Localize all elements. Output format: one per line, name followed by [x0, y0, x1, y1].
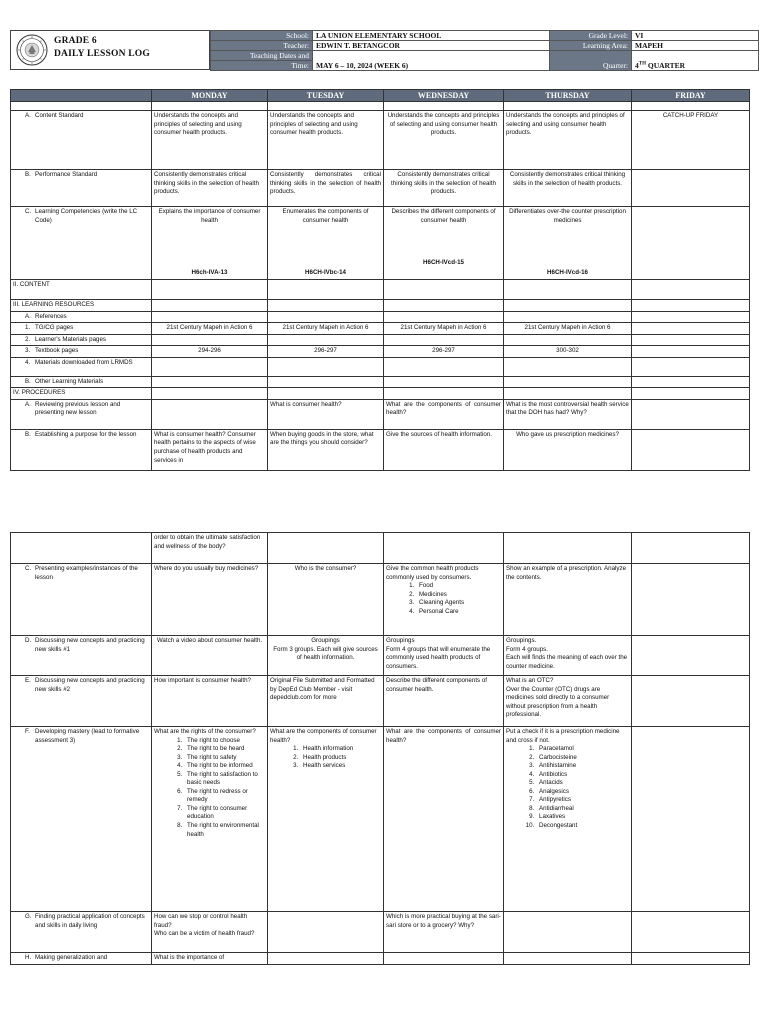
section-procedures: IV. PROCEDURES — [11, 388, 152, 400]
row-label: Discussing new concepts and practicing new skills #1 — [35, 637, 145, 653]
table-row: 3. Textbook pages 294-296 296-297 296-297 300-302 — [11, 346, 750, 358]
table-row — [11, 102, 750, 111]
table-row: D. Discussing new concepts and practicing new skills #1 Watch a video about consumer health. Groupings Form 3 groups. Each will give sources of health information. Groupings Form 4 groups that will enumerate the commonly used health products of consumers. Groupings. Form 4 groups. Each will finds the meaning of each over the counter medicine. — [11, 636, 750, 676]
day-header-thursday: THURSDAY — [504, 90, 632, 102]
row-label: Performance Standard — [35, 171, 98, 179]
row-label: Finding practical application of concepts and skills in daily living — [35, 913, 145, 929]
table-row — [11, 300, 750, 312]
grade-title: GRADE 6 — [54, 36, 97, 46]
section-content: II. CONTENT — [11, 280, 152, 300]
lc-code: H6CH-IVcd-16 — [547, 269, 588, 277]
cell: Consistently demonstrates critical thinking skills in the selection of health products. — [504, 170, 632, 207]
quarter-value: 4TH QUARTER — [632, 51, 759, 71]
row-label: Establishing a purpose for the lesson — [35, 430, 137, 438]
teacher-value: EDWIN T. BETANGCOR — [313, 41, 550, 51]
cell: Understands the concepts and principles of selecting and using consumer health products. — [268, 111, 384, 170]
table-row: A. References — [11, 311, 750, 323]
dates-label-1: Teaching Dates and — [211, 51, 313, 61]
table-row: B. Other Learning Materials — [11, 376, 750, 388]
cell: Consistently demonstrates critical thinking skills in the selection of health products. — [268, 170, 384, 207]
table-row: G. Finding practical application of concepts and skills in daily living How can we stop or control health fraud? Who can be a victim of health fraud? Which is more practical buying at the sari-sari store or to a grocery? Why? — [11, 912, 750, 953]
lc-code: H6CH-IVbc-14 — [305, 269, 346, 277]
cell: Consistently demonstrates critical thinking skills in the selection of health products. — [384, 170, 504, 207]
row-label: Making generalization and — [35, 954, 108, 961]
consumer-rights-list: 1. The right to choose 2. The right to be heard 3. The right to safety 4. The right to be informed 5. The right to satisfaction to basic needs 6. The right to redress or remedy 7. The right to consumer education 8. The right to environmental health — [154, 737, 265, 840]
table-row: C. Presenting examples/instances of the lesson Where do you usually buy medicines? Who is the consumer? Give the common health products commonly used by consumers. 1. Food 2. Medicines 3. Cleaning Agents 4. Personal Care Show an example of a prescription. Analyze the contents. — [11, 564, 750, 636]
row-label: Learning Competencies (write the LC Code) — [35, 208, 138, 224]
day-header-tuesday: TUESDAY — [268, 90, 384, 102]
dates-label-2: Time: — [211, 61, 313, 71]
deped-seal-icon — [16, 34, 48, 66]
learning-area-value: MAPEH — [632, 41, 759, 51]
log-title: DAILY LESSON LOG — [54, 49, 150, 59]
cell: Understands the concepts and principles of selecting and using consumer health products. — [152, 111, 268, 170]
table-row: C. Learning Competencies (write the LC Code) Explains the importance of consumer health H6ch-IVA-13 Enumerates the components of consumer health H6CH-IVbc-14 Describes the different components of consumer health H6CH-IVcd-15 Differentiates over-the counter prescription medicines H6CH-IVcd-16 — [11, 207, 750, 280]
row-label: Presenting examples/instances of the lesson — [35, 565, 138, 581]
teacher-label: Teacher: — [211, 41, 313, 51]
table-row: A. Reviewing previous lesson and presenting new lesson What is consumer health? What are the components of consumer health? What is the most controversial health service that the DOH has had? Why? — [11, 399, 750, 429]
row-label: Discussing new concepts and practicing new skills #2 — [35, 677, 145, 693]
cell: Understands the concepts and principles of selecting and using consumer health products. — [504, 111, 632, 170]
table-row — [11, 388, 750, 400]
medicines-list: 1. Paracetamol 2. Carbocisteine 3. Antihistamine 4. Antibiotics 5. Antacids 6. Analgesics 7. Antipyretics 8. Antidiarrheal 9. Laxatives 10. Decongestant — [506, 745, 629, 830]
header-info-table — [210, 30, 759, 71]
catch-up-friday: CATCH-UP FRIDAY — [632, 111, 750, 170]
day-header-monday: MONDAY — [152, 90, 268, 102]
table-row: B. Performance Standard Consistently demonstrates critical thinking skills in the selection of health products. Consistently demonstrates critical thinking skills in the selection of health products. Consistently demonstrates critical thinking skills in the selection of health products. Consistently demonstrates critical thinking skills in the selection of health products. — [11, 170, 750, 207]
learning-area-label: Learning Area: — [550, 41, 632, 51]
table-row: A. Content Standard Understands the concepts and principles of selecting and using consumer health products. Understands the concepts and principles of selecting and using consumer health products. Understands the concepts and principles of selecting and using consumer health products. Understands the concepts and principles of selecting and using consumer health products. CATCH-UP FRIDAY — [11, 111, 750, 170]
school-value: LA UNION ELEMENTARY SCHOOL — [313, 31, 550, 41]
lesson-table-page-1 — [10, 89, 750, 471]
corner-header-cell — [11, 90, 152, 102]
school-label: School: — [211, 31, 313, 41]
lc-code: H6ch-IVA-13 — [191, 269, 228, 277]
grade-level-label: Grade Level: — [550, 31, 632, 41]
cell: Consistently demonstrates critical thinking skills in the selection of health products. — [152, 170, 268, 207]
table-row: E. Discussing new concepts and practicing new skills #2 How important is consumer health? Original File Submitted and Formatted by DepEd Club Member - visit depedclub.com for more Describe the different components of consumer health. What is an OTC? Over the Counter (OTC) drugs are medicines sold directly to a consumer without prescription from a health professional. — [11, 676, 750, 727]
day-header-friday: FRIDAY — [632, 90, 750, 102]
table-row: 4. Materials downloaded from LRMDS — [11, 357, 750, 376]
day-header-wednesday: WEDNESDAY — [384, 90, 504, 102]
cell: Understands the concepts and principles of selecting and using consumer health products. — [384, 111, 504, 170]
quarter-label: Quarter: — [550, 51, 632, 71]
section-resources: III. LEARNING RESOURCES — [11, 300, 152, 312]
table-row: 1. TG/CG pages 21st Century Mapeh in Action 6 21st Century Mapeh in Action 6 21st Century Mapeh in Action 6 21st Century Mapeh in Action 6 — [11, 323, 750, 335]
lesson-table-page-2 — [10, 532, 750, 965]
row-label: Reviewing previous lesson and presenting new lesson — [35, 400, 121, 417]
table-row — [11, 280, 750, 300]
row-label: Content Standard — [35, 112, 84, 120]
table-row: H. Making generalization and What is the importance of — [11, 953, 750, 965]
grade-level-value: VI — [632, 31, 759, 41]
health-products-list: 1. Food 2. Medicines 3. Cleaning Agents 4. Personal Care — [386, 582, 501, 616]
row-label: Developing mastery (lead to formative assessment 3) — [35, 728, 140, 744]
table-row — [11, 533, 750, 564]
table-row: 2. Learner's Materials pages — [11, 334, 750, 346]
dates-value: MAY 6 – 10, 2024 (WEEK 6) — [313, 51, 550, 71]
components-list: 1. Health information 2. Health products 3. Health services — [270, 745, 381, 771]
table-row: B. Establishing a purpose for the lesson What is consumer health? Consumer health pertains to the aspects of wise purchase of health products and services in When buying goods in the store, what are the things you should consider? Give the sources of health information. Who gave us prescription medicines? — [11, 429, 750, 470]
header-logo-box — [10, 30, 210, 70]
continued-text: order to obtain the ultimate satisfaction and wellness of the body? — [152, 533, 268, 564]
lc-code: H6CH-IVcd-15 — [423, 259, 464, 267]
table-row: F. Developing mastery (lead to formative assessment 3) What are the rights of the consumer? 1. The right to choose 2. The right to be heard 3. The right to safety 4. The right to be informed 5. The right to satisfaction to basic needs 6. The right to redress or remedy 7. The right to consumer education 8. The right to environmental health What are the components of consumer health? 1. Health information 2. Health products 3. Health services What are the components of consumer health? Put a check if it is a prescription medicine and cross if not. 1. Paracetamol 2. Carbocisteine 3. Antihistamine 4. Antibiotics 5. Antacids 6. Analgesics 7. Antipyretics 8. Antidiarrheal 9. Laxatives 10. Decongestant — [11, 727, 750, 912]
